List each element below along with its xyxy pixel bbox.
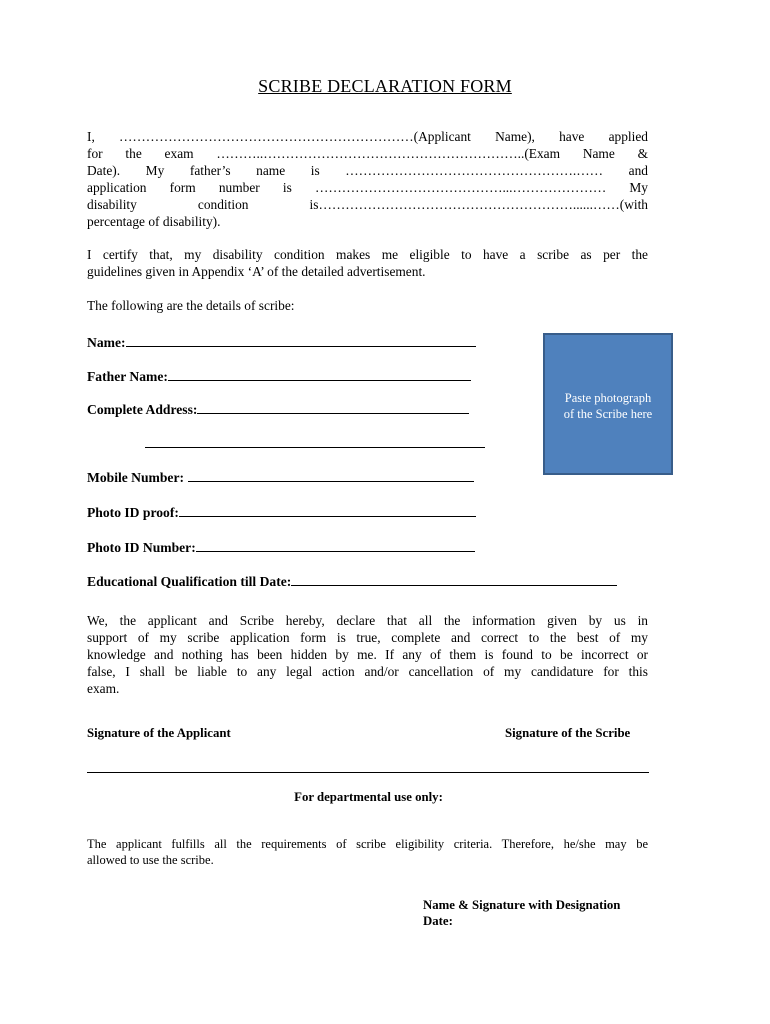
address-second-line-field bbox=[145, 434, 485, 452]
address-field bbox=[87, 400, 469, 418]
eligibility-line: The applicant fulfills all the requirements of scribe eligibility criteria. Therefore, he/she may be bbox=[87, 837, 648, 851]
departmental-use-heading: For departmental use only: bbox=[294, 790, 443, 804]
declaration-line: We, the applicant and Scribe hereby, declare that all the information given by us in bbox=[87, 613, 648, 628]
section-divider bbox=[87, 772, 649, 773]
name-input-line[interactable] bbox=[126, 333, 476, 347]
photo-id-proof-field bbox=[87, 503, 476, 521]
educational-qualification-input-line[interactable] bbox=[291, 572, 617, 586]
father-name-input-line[interactable] bbox=[168, 367, 471, 381]
intro-line: for the exam ………..…………………………………………………..(Exam Name & bbox=[87, 146, 648, 161]
intro-line: I, …………………………………………………………(Applicant Name), have applied bbox=[87, 129, 648, 144]
eligibility-line: allowed to use the scribe. bbox=[87, 853, 214, 867]
father-name-label: Father Name: bbox=[87, 369, 168, 384]
declaration-line: knowledge and nothing has been hidden by me. If any of them is found to be incorrect or bbox=[87, 647, 648, 662]
name-signature-designation-label: Name & Signature with Designation bbox=[423, 898, 621, 912]
photo-placeholder-line: of the Scribe here bbox=[563, 407, 653, 421]
intro-paragraph bbox=[87, 128, 648, 230]
certify-line: guidelines given in Appendix ‘A’ of the detailed advertisement. bbox=[87, 264, 426, 279]
declaration-line: false, I shall be liable to any legal action and/or cancellation of my candidature for this bbox=[87, 664, 648, 679]
certify-line: I certify that, my disability condition makes me eligible to have a scribe as per the bbox=[87, 247, 648, 262]
name-field bbox=[87, 333, 476, 351]
intro-line: Date). My father’s name is …………………………………………….…… and bbox=[87, 163, 648, 178]
photo-id-number-input-line[interactable] bbox=[196, 538, 475, 552]
scribe-photo-placeholder[interactable] bbox=[543, 333, 673, 475]
details-intro-text: The following are the details of scribe: bbox=[87, 298, 295, 313]
address-label: Complete Address: bbox=[87, 402, 198, 417]
certify-paragraph bbox=[87, 246, 648, 280]
name-label: Name: bbox=[87, 335, 126, 350]
photo-id-proof-label: Photo ID proof: bbox=[87, 505, 179, 520]
mobile-number-field bbox=[87, 468, 474, 486]
intro-line: application form number is ……………………………………...………………… My bbox=[87, 180, 648, 195]
details-intro bbox=[87, 297, 648, 314]
declaration-paragraph bbox=[87, 612, 648, 697]
declaration-line: support of my scribe application form is true, complete and correct to the best of my bbox=[87, 630, 648, 645]
photo-placeholder-line: Paste photograph bbox=[564, 391, 652, 405]
form-title: SCRIBE DECLARATION FORM bbox=[258, 76, 512, 96]
declaration-line: exam. bbox=[87, 681, 120, 696]
eligibility-statement bbox=[87, 836, 648, 868]
educational-qualification-label: Educational Qualification till Date: bbox=[87, 574, 292, 589]
address-input-line[interactable] bbox=[197, 400, 469, 414]
designation-block bbox=[423, 897, 620, 929]
date-label: Date: bbox=[423, 914, 453, 928]
address-second-input-line[interactable] bbox=[145, 434, 485, 448]
intro-line: percentage of disability). bbox=[87, 214, 221, 229]
photo-placeholder-text bbox=[545, 390, 671, 422]
photo-id-number-field bbox=[87, 538, 475, 556]
mobile-number-label: Mobile Number: bbox=[87, 470, 185, 485]
educational-qualification-field bbox=[87, 572, 617, 590]
scribe-signature-label: Signature of the Scribe bbox=[505, 726, 631, 740]
mobile-number-input-line[interactable] bbox=[188, 468, 474, 482]
father-name-field bbox=[87, 367, 471, 385]
applicant-signature-label: Signature of the Applicant bbox=[87, 726, 231, 740]
photo-id-proof-input-line[interactable] bbox=[179, 503, 476, 517]
intro-line: disability condition is…………………………………………………......……(with bbox=[87, 197, 648, 212]
photo-id-number-label: Photo ID Number: bbox=[87, 540, 196, 555]
